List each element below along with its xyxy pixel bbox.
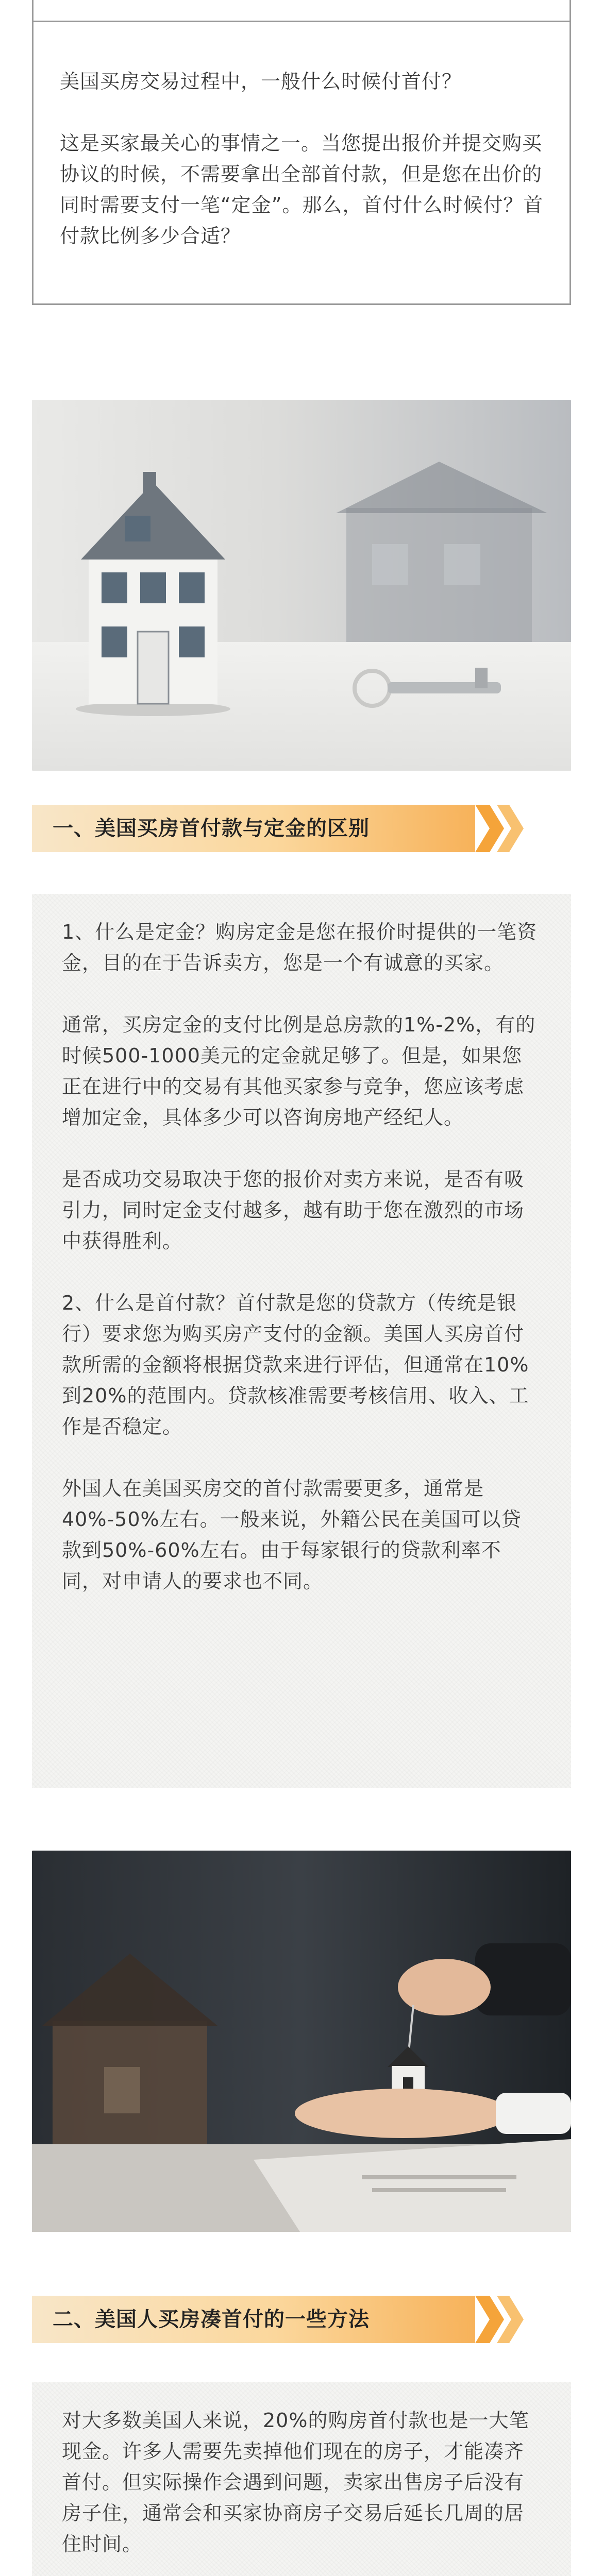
intro-frame-top-border [32,21,571,22]
house-model-photo [32,400,571,771]
section1-title: 一、美国买房首付款与定金的区别 [53,817,370,840]
key-handover-photo [32,1851,571,2232]
section1-textbox [32,894,571,1788]
section2-textbox [32,2382,571,2576]
section1-chevron-icon [475,805,537,852]
section1-paragraph: 2、什么是首付款？首付款是您的贷款方（传统是银行）要求您为购买房产支付的金额。美国人买房首付款所需的金额将根据贷款来进行评估，但通常在10%到20%的范围内。贷款核准需要考核信用、收入、工作是否稳定。 [62,1292,529,1438]
section1-paragraph: 1、什么是定金？购房定金是您在报价时提供的一笔资金，目的在于告诉卖方，您是一个有诚意的买家。 [62,921,538,974]
section2-chevron-icon [475,2296,537,2343]
intro-text [60,66,549,282]
intro-body: 这是买家最关心的事情之一。当您提出报价并提交购买协议的时候，不需要拿出全部首付款，但是您在出价的同时需要支付一笔“定金”。那么，首付什么时候付？首付款比例多少合适？ [60,132,544,247]
section2-paragraph: 对大多数美国人来说，20%的购房首付款也是一大笔现金。许多人需要先卖掉他们现在的房子，才能凑齐首付。但实际操作会遇到问题，卖家出售房子后没有房子住，通常会和买家协商房子交易后延长几周的居住时间。 [62,2409,529,2555]
intro-question: 美国买房交易过程中，一般什么时候付首付？ [60,70,462,93]
section1-paragraph: 是否成功交易取决于您的报价对卖方来说，是否有吸引力，同时定金支付越多，越有助于您在激烈的市场中获得胜利。 [62,1168,525,1252]
section2-title: 二、美国人买房凑首付的一些方法 [53,2308,370,2331]
section1-paragraph: 外国人在美国买房交的首付款需要更多，通常是40%-50%左右。一般来说，外籍公民在美国可以贷款到50%-60%左右。由于每家银行的贷款利率不同，对申请人的要求也不同。 [62,1477,522,1592]
section1-paragraph: 通常，买房定金的支付比例是总房款的1%-2%，有的时候500-1000美元的定金就足够了。但是，如果您正在进行中的交易有其他买家参与竞争，您应该考虑增加定金，具体多少可以咨询房地产经纪人。 [62,1013,536,1129]
